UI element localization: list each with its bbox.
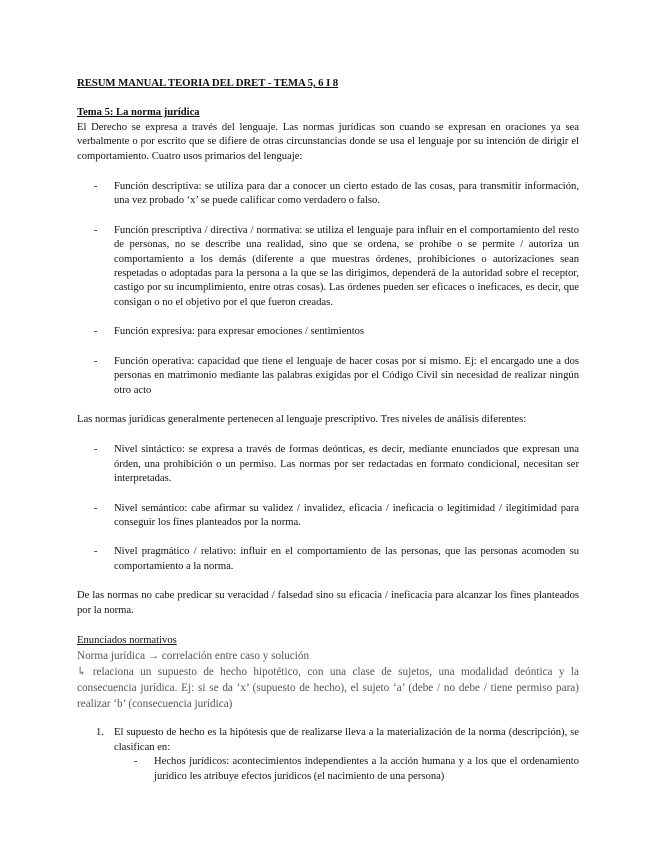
list-item-funcion-prescriptiva: - Función prescriptiva / directiva / normativa: se utiliza el lenguaje para influir en el comportamiento del resto de personas, no se describe una realidad, sino que se ordena, se prohíbe o se permite / autoriza un comportamiento a los demás (diferente a que muestras órdenes, prohibiciones o autorizaciones sean respetadas o adoptadas para la persona a la que se las dirigimos, dependerá de la autoridad sobre el receptor, castigo por su incumplimiento, entre otras cosas). Las órdenes pueden ser eficaces o ineficaces, es decir, que consigan o no el objetivo por el que fueron creadas. bbox=[77, 224, 579, 310]
norma-juridica-line: Norma jurídica → correlación entre caso y solución bbox=[77, 650, 310, 663]
usos-list bbox=[77, 180, 579, 398]
supuestos-list bbox=[77, 726, 579, 784]
niveles-intro-paragraph: Las normas jurídicas generalmente pertenecen al lenguaje prescriptivo. Tres niveles de análisis diferentes: bbox=[77, 413, 527, 425]
list-item-supuesto-de-hecho bbox=[77, 726, 579, 784]
list-number: 1. bbox=[96, 727, 104, 739]
relaciona-paragraph: ↳ relaciona un supuesto de hecho hipotético, con una clase de sujetos, una modalidad deóntica y la consecuencia jurídica. Ej: si se da ‘x’ (supuesto de hecho), el sujeto ‘a’ (debe / no debe / tiene permiso para) realizar ‘b’ (consecuencia jurídica) bbox=[77, 666, 579, 711]
sublist-item-hechos-juridicos: - Hechos jurídicos: acontecimientos independientes a la acción humana y a los que el ordenamiento jurídico les atribuye efectos jurídicos (el nacimiento de una persona) bbox=[114, 755, 579, 784]
document-page bbox=[77, 76, 579, 784]
section-heading-enunciados: Enunciados normativos bbox=[77, 634, 177, 646]
supuesto-de-hecho-text: El supuesto de hecho es la hipótesis que de realizarse lleva a la materialización de la norma (descripción), se clasifican en: bbox=[114, 727, 579, 753]
niveles-list bbox=[77, 443, 579, 574]
list-item-nivel-semantico: - Nivel semántico: cabe afirmar su validez / invalidez, eficacia / ineficacia o legitimidad / ilegitimidad para conseguir los fines planteados por la norma. bbox=[77, 502, 579, 531]
list-item-funcion-expresiva: - Función expresiva: para expresar emociones / sentimientos bbox=[77, 325, 579, 339]
list-item-nivel-sintactico: - Nivel sintáctico: se expresa a través de formas deónticas, es decir, mediante enunciados que expresan una órden, una prohibición o un permiso. Las normas por ser redactadas en formato condicional, necesitan ser interpretadas. bbox=[77, 443, 579, 486]
list-item-funcion-operativa: - Función operativa: capacidad que tiene el lenguaje de hacer cosas por sí mismo. Ej: el encargado une a dos personas en matrimonio mediante las palabras exigidas por el Código Civil sin necesidad de realizar ningún otro acto bbox=[77, 355, 579, 398]
list-item-nivel-pragmatico: - Nivel pragmático / relativo: influir en el comportamiento de las personas, que las personas acomoden su comportamiento a la norma. bbox=[77, 545, 579, 574]
supuestos-sublist bbox=[114, 755, 579, 784]
document-title: RESUM MANUAL TEORIA DEL DRET - TEMA 5, 6 I 8 bbox=[77, 77, 339, 89]
list-item-funcion-descriptiva: - Función descriptiva: se utiliza para dar a conocer un cierto estado de las cosas, para transmitir información, una vez probado ‘x’ se puede calificar como verdadero o falso. bbox=[77, 180, 579, 209]
conclusion-paragraph: De las normas no cabe predicar su veracidad / falsedad sino su eficacia / ineficacia para alcanzar los fines planteados por la norma. bbox=[77, 590, 579, 616]
intro-paragraph: El Derecho se expresa a través del lenguaje. Las normas jurídicas son cuando se expresan en oraciones ya sea verbalmente o por escrito que se difiere de otras circunstancias donde se usa el lenguaje por su intención de dirigir el comportamiento. Cuatro usos primarios del lenguaje: bbox=[77, 121, 579, 162]
section-heading-tema5: Tema 5: La norma jurídica bbox=[77, 107, 200, 119]
